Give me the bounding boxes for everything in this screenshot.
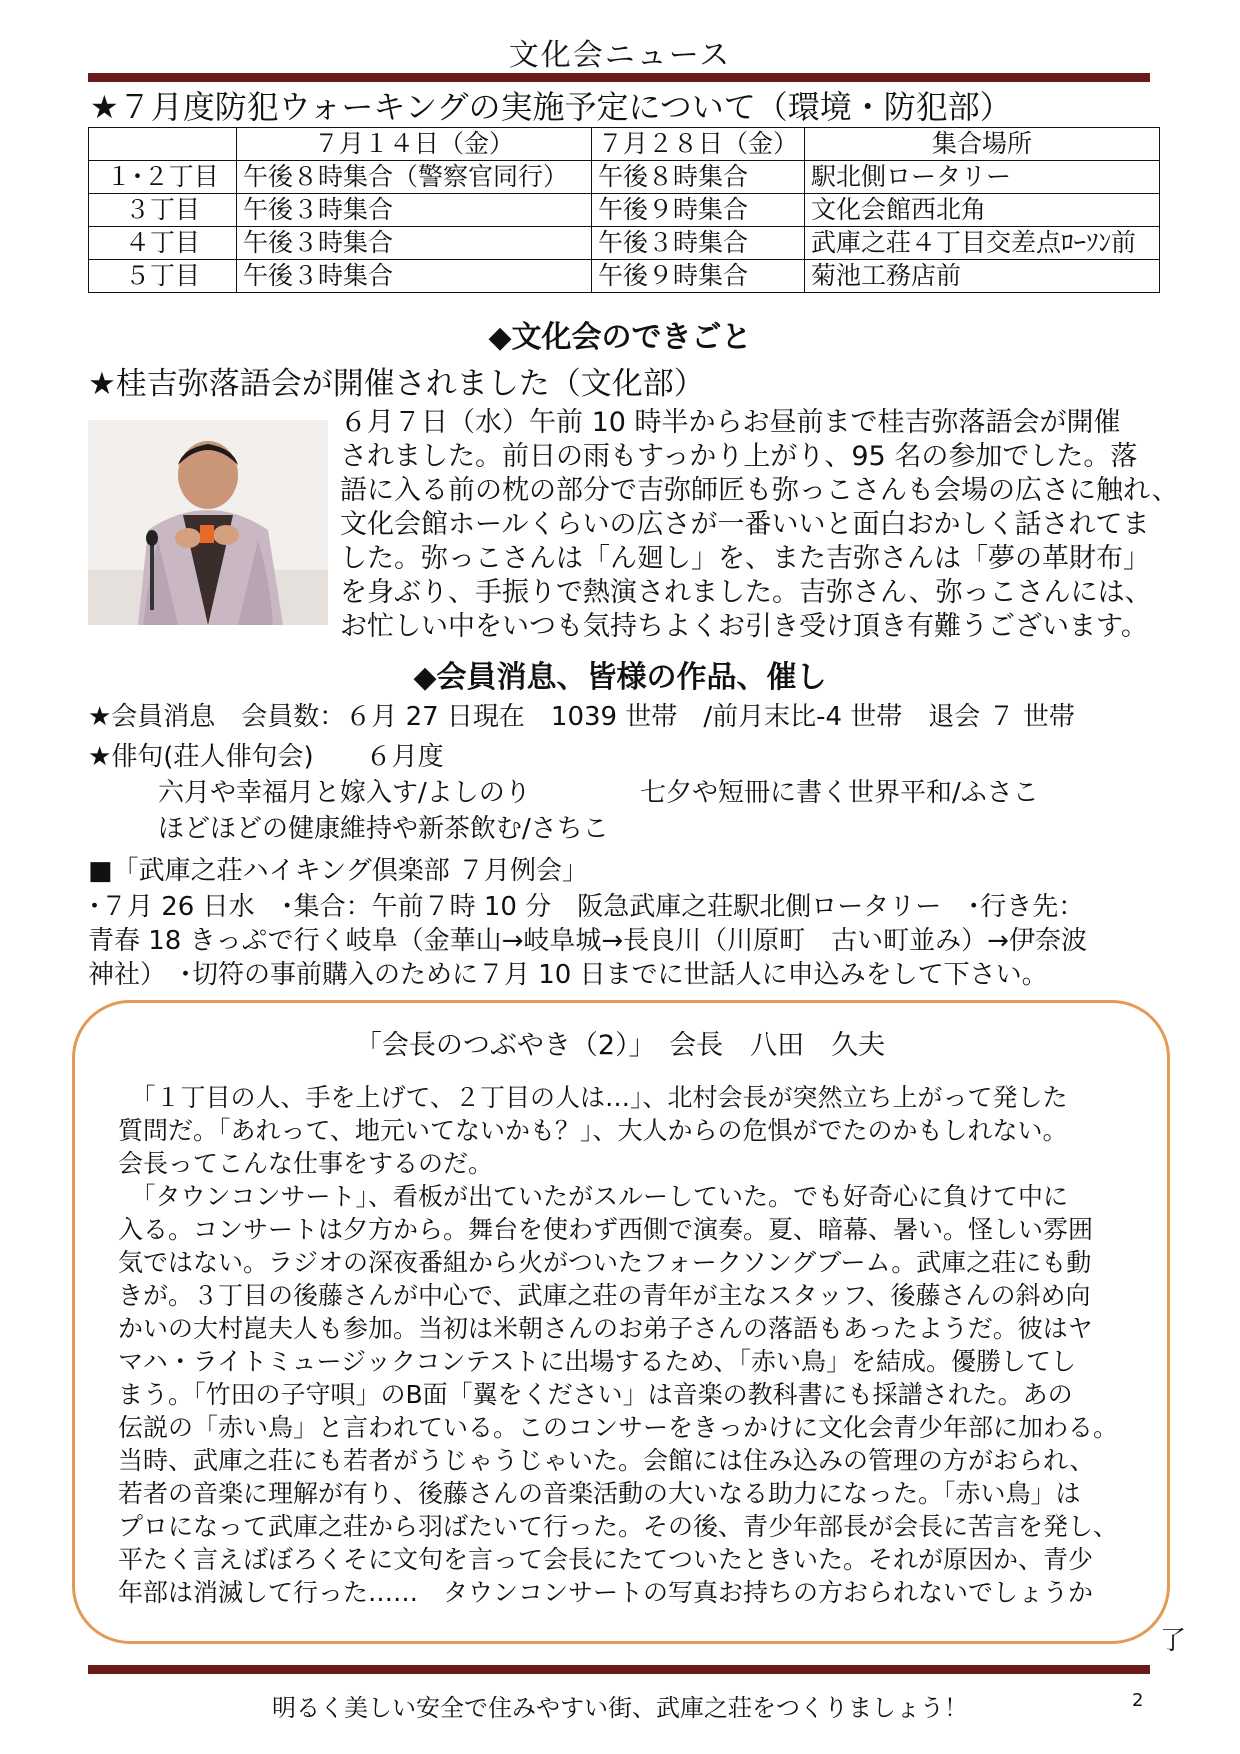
table-cell: 文化会館西北角 bbox=[805, 194, 1160, 227]
column-text-line: 質問だ。「あれって、地元いてないかも？」、大人からの危惧がでたのかもしれない。 bbox=[118, 1116, 1068, 1145]
events-heading: ◆文化会のできごと bbox=[488, 320, 752, 355]
table-row bbox=[89, 194, 1160, 227]
table-cell: 駅北側ロータリー bbox=[805, 161, 1160, 194]
rakugo-text-line: お忙しい中をいつも気持ちよくお引き受け頂き有難うございます。 bbox=[340, 611, 1148, 642]
rakugo-text-line: 文化会館ホールくらいの広さが一番いいと面白おかしく話されてま bbox=[340, 509, 1150, 540]
newsletter-title: 文化会ニュース bbox=[508, 38, 732, 73]
rakugo-text-line: を身ぶり、手振りで熱演されました。吉弥さん、弥っこさんには、 bbox=[340, 577, 1152, 608]
column-text-line: 年部は消滅して行った…… タウンコンサートの写真お持ちの方おられないでしょうか bbox=[118, 1578, 1094, 1607]
column-text-line: 平たく言えばぼろくそに文句を言って会長にたてついたときいた。それが原因か、青少 bbox=[118, 1545, 1094, 1574]
walking-schedule-table bbox=[88, 127, 1160, 293]
table-cell: 午後９時集合 bbox=[592, 260, 805, 293]
table-cell: 午後８時集合（警察官同行） bbox=[237, 161, 592, 194]
column-text-line: 「タウンコンサート」、看板が出ていたがスルーしていた。でも好奇心に負けて中に bbox=[118, 1182, 1069, 1211]
table-header-row bbox=[89, 128, 1160, 161]
table-header-cell: ７月１４日（金） bbox=[237, 128, 592, 161]
column-text-line: マハ・ライトミュージックコンテストに出場するため、「赤い鳥」を結成。優勝してし bbox=[118, 1347, 1077, 1376]
table-cell: ４丁目 bbox=[89, 227, 237, 260]
table-cell: １･２丁目 bbox=[89, 161, 237, 194]
rakugo-text-line: 語に入る前の枕の部分で吉弥師匠も弥っこさんも会場の広さに触れ、 bbox=[340, 475, 1179, 506]
table-row bbox=[89, 227, 1160, 260]
column-text-line: まう。「竹田の子守唄」のB面「翼をください」は音楽の教科書にも採譜された。あの bbox=[118, 1380, 1073, 1409]
rakugo-text-line: ６月７日（水）午前 10 時半からお昼前まで桂吉弥落語会が開催 bbox=[340, 407, 1121, 438]
table-cell: ３丁目 bbox=[89, 194, 237, 227]
table-cell: 午後３時集合 bbox=[237, 194, 592, 227]
footer-slogan: 明るく美しい安全で住みやすい街、武庫之荘をつくりましょう！ bbox=[272, 1694, 968, 1722]
table-cell: ５丁目 bbox=[89, 260, 237, 293]
column-text-line: 伝説の「赤い鳥」と言われている。このコンサーをきっかけに文化会青少年部に加わる。 bbox=[118, 1413, 1119, 1442]
header-rule bbox=[88, 73, 1150, 82]
column-text-line: きが。３丁目の後藤さんが中心で、武庫之荘の青年が主なスタッフ、後藤さんの斜め向 bbox=[118, 1281, 1091, 1310]
members-heading: ◆会員消息、皆様の作品、催し bbox=[413, 660, 827, 695]
column-text-line: 会長ってこんな仕事をするのだ。 bbox=[118, 1149, 494, 1178]
hiking-text-line: ･７月 26 日水 ･集合：午前７時 10 分 阪急武庫之荘駅北側ロータリー ･行き先： bbox=[88, 892, 1085, 922]
haiku-item: 七夕や短冊に書く世界平和/ふさこ bbox=[640, 778, 1039, 808]
haiku-item: ほどほどの健康維持や新茶飲む/さちこ bbox=[158, 814, 609, 844]
hiking-text-line: 神社） ･切符の事前購入のために７月 10 日までに世話人に申込みをして下さい。 bbox=[88, 960, 1048, 990]
member-news: ★会員消息 会員数：６月 27 日現在 1039 世帯 /前月末比-4 世帯 退会 ７ 世帯 bbox=[88, 702, 1075, 732]
storyteller-photo bbox=[88, 420, 328, 625]
hiking-text-line: 青春 18 きっぷで行く岐阜（金華山→岐阜城→長良川（川原町 古い町並み）→伊奈波 bbox=[88, 926, 1087, 956]
column-text-line: 気ではない。ラジオの深夜番組から火がついたフォークソングブーム。武庫之荘にも動 bbox=[118, 1248, 1092, 1277]
rakugo-text-line: されました。前日の雨もすっかり上がり、95 名の参加でした。落 bbox=[340, 441, 1138, 472]
table-cell: 午後９時集合 bbox=[592, 194, 805, 227]
column-text-line: プロになって武庫之荘から羽ばたいて行った。その後、青少年部長が会長に苦言を発し、 bbox=[118, 1512, 1119, 1541]
haiku-item: 六月や幸福月と嫁入す/よしのり bbox=[158, 778, 531, 808]
rakugo-text-line: した。弥っこさんは「ん廻し」を、また吉弥さんは「夢の革財布」 bbox=[340, 543, 1150, 574]
column-text-line: 若者の音楽に理解が有り、後藤さんの音楽活動の大いなる助力になった。「赤い鳥」は bbox=[118, 1479, 1081, 1508]
table-header-cell: 集合場所 bbox=[805, 128, 1160, 161]
table-row bbox=[89, 161, 1160, 194]
footer-rule bbox=[88, 1665, 1150, 1674]
table-header-cell bbox=[89, 128, 237, 161]
walking-title: ★７月度防犯ウォーキングの実施予定について（環境・防犯部） bbox=[90, 88, 1012, 126]
table-cell: 午後３時集合 bbox=[237, 227, 592, 260]
table-cell: 武庫之荘４丁目交差点ﾛｰｿﾝ前 bbox=[805, 227, 1160, 260]
column-text-line: かいの大村崑夫人も参加。当初は米朝さんのお弟子さんの落語もあったようだ。彼はヤ bbox=[118, 1314, 1093, 1343]
table-header-cell: ７月２８日（金） bbox=[592, 128, 805, 161]
table-cell: 午後３時集合 bbox=[237, 260, 592, 293]
haiku-title: ★俳句(荘人俳句会) ６月度 bbox=[88, 742, 444, 772]
page-number: 2 bbox=[1132, 1690, 1144, 1711]
column-end-mark: 了 bbox=[1160, 1626, 1187, 1656]
column-text-line: 入る。コンサートは夕方から。舞台を使わず西側で演奏。夏、暗幕、暑い。怪しい雰囲 bbox=[118, 1215, 1094, 1244]
rakugo-title: ★桂吉弥落語会が開催されました（文化部） bbox=[88, 366, 705, 402]
chairman-column-heading: 「会長のつぶやき（2）」 会長 八田 久夫 bbox=[354, 1030, 886, 1061]
table-cell: 菊池工務店前 bbox=[805, 260, 1160, 293]
column-text-line: 「１丁目の人、手を上げて、２丁目の人は…」、北村会長が突然立ち上がって発した bbox=[118, 1083, 1068, 1112]
table-cell: 午後３時集合 bbox=[592, 227, 805, 260]
hiking-title: ■「武庫之荘ハイキング倶楽部 ７月例会」 bbox=[88, 856, 589, 886]
table-cell: 午後８時集合 bbox=[592, 161, 805, 194]
table-row bbox=[89, 260, 1160, 293]
column-text-line: 当時、武庫之荘にも若者がうじゃうじゃいた。会館には住み込みの管理の方がおられ、 bbox=[118, 1446, 1095, 1475]
